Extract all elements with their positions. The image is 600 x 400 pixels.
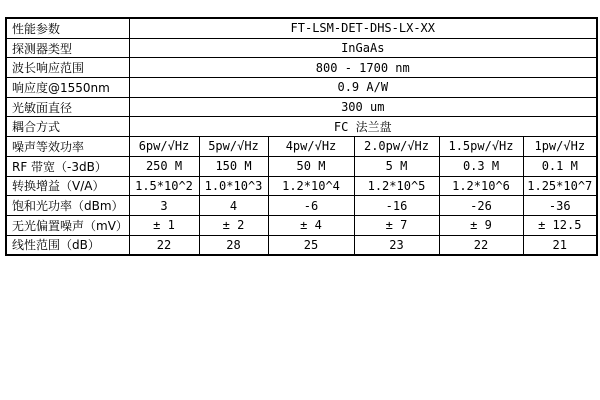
cell-saturation-power-2: 4 [199,196,268,216]
table-row-coupling [6,117,597,137]
cell-saturation-power-5: -26 [439,196,523,216]
cell-linear-range-2: 28 [199,235,268,255]
row-label-responsivity: 响应度@1550nm [6,78,129,98]
cell-coupling: FC 法兰盘 [129,117,597,137]
table-row-model [6,18,597,38]
cell-rf-bandwidth-3: 50 M [268,156,354,176]
cell-dark-offset-noise-1: ± 1 [129,215,199,235]
cell-conversion-gain-5: 1.2*10^6 [439,176,523,196]
cell-detector-type: InGaAs [129,38,597,58]
cell-conversion-gain-1: 1.5*10^2 [129,176,199,196]
cell-nep-6: 1pw/√Hz [523,137,597,157]
row-label-linear-range: 线性范围（dB） [6,235,129,255]
cell-responsivity: 0.9 A/W [129,78,597,98]
cell-rf-bandwidth-5: 0.3 M [439,156,523,176]
cell-wavelength-range: 800 - 1700 nm [129,58,597,78]
cell-model-number: FT-LSM-DET-DHS-LX-XX [129,18,597,38]
table-row-dark-offset-noise [6,215,597,235]
cell-nep-2: 5pw/√Hz [199,137,268,157]
cell-conversion-gain-4: 1.2*10^5 [354,176,439,196]
cell-nep-3: 4pw/√Hz [268,137,354,157]
cell-linear-range-1: 22 [129,235,199,255]
row-label-saturation-power: 饱和光功率（dBm） [6,196,129,216]
cell-dark-offset-noise-4: ± 7 [354,215,439,235]
cell-saturation-power-6: -36 [523,196,597,216]
row-label-conversion-gain: 转换增益（V/A） [6,176,129,196]
cell-linear-range-4: 23 [354,235,439,255]
table-row-responsivity [6,78,597,98]
cell-dark-offset-noise-3: ± 4 [268,215,354,235]
cell-saturation-power-1: 3 [129,196,199,216]
table-row-saturation-power [6,196,597,216]
cell-rf-bandwidth-6: 0.1 M [523,156,597,176]
row-label-dark-offset-noise: 无光偏置噪声（mV） [6,215,129,235]
cell-conversion-gain-2: 1.0*10^3 [199,176,268,196]
row-label-detector-type: 探测器类型 [6,38,129,58]
cell-nep-5: 1.5pw/√Hz [439,137,523,157]
row-label-rf-bandwidth: RF 带宽（-3dB） [6,156,129,176]
detector-spec-table [5,17,598,256]
cell-linear-range-5: 22 [439,235,523,255]
cell-dark-offset-noise-5: ± 9 [439,215,523,235]
row-label-nep: 噪声等效功率 [6,137,129,157]
cell-saturation-power-4: -16 [354,196,439,216]
cell-active-area: 300 um [129,97,597,117]
table-row-rf-bandwidth [6,156,597,176]
row-label-performance-parameter: 性能参数 [6,18,129,38]
row-label-coupling: 耦合方式 [6,117,129,137]
table-row-active-area [6,97,597,117]
cell-saturation-power-3: -6 [268,196,354,216]
row-label-wavelength-range: 波长响应范围 [6,58,129,78]
cell-rf-bandwidth-1: 250 M [129,156,199,176]
cell-linear-range-6: 21 [523,235,597,255]
cell-rf-bandwidth-2: 150 M [199,156,268,176]
cell-conversion-gain-3: 1.2*10^4 [268,176,354,196]
table-row-linear-range [6,235,597,255]
cell-dark-offset-noise-2: ± 2 [199,215,268,235]
table-row-detector-type [6,38,597,58]
cell-dark-offset-noise-6: ± 12.5 [523,215,597,235]
table-row-conversion-gain [6,176,597,196]
table-row-nep [6,137,597,157]
cell-nep-1: 6pw/√Hz [129,137,199,157]
cell-rf-bandwidth-4: 5 M [354,156,439,176]
cell-conversion-gain-6: 1.25*10^7 [523,176,597,196]
cell-linear-range-3: 25 [268,235,354,255]
cell-nep-4: 2.0pw/√Hz [354,137,439,157]
table-row-wavelength-range [6,58,597,78]
row-label-active-area: 光敏面直径 [6,97,129,117]
